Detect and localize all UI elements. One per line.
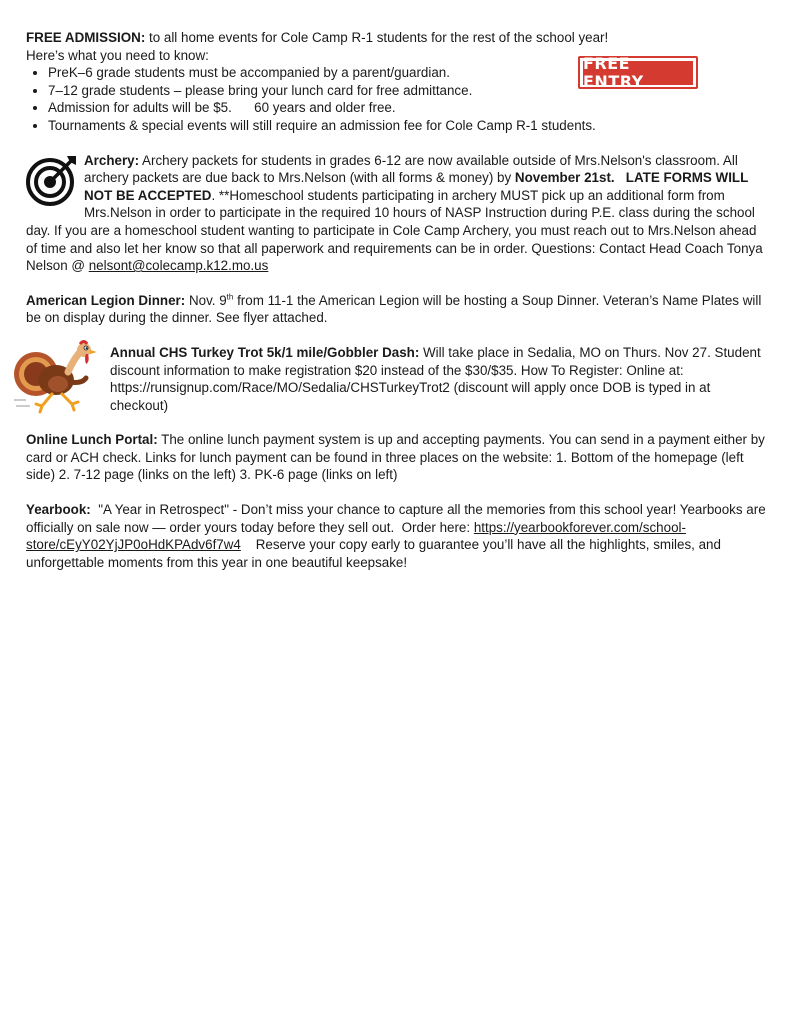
yearbook-order-link[interactable]: https://yearbookforever.com/school-store/cEyY02YjJP0oHdKPAdv6f7w4 [26, 519, 686, 553]
legion-section [26, 292, 768, 327]
admission-section [26, 29, 768, 135]
running-turkey-icon [12, 340, 104, 414]
archery-text: Archery: Archery packets for students in grades 6-12 are now available outside of Mrs.Nelson's classroom. All archery packets are due back to Mrs.Nelson (with all forms & money) by November 21st. LATE FORMS WILL NOT BE ACCEPTED. **Homeschool students participating in archery MUST pick up an additional form from Mrs.Nelson in order to participate in the required 10 hours of NASP Instruction during P.E. class during the school day. If you are a homeschool student wanting to participate in Cole Camp Archery, you must reach out to Mrs.Nelson ahead of time and also let her know so that all paperwork and requirements can be in order. Questions: Contact Head Coach Tonya Nelson @ nelsont@colecamp.k12.mo.us [26, 152, 763, 274]
lunch-portal-heading: Online Lunch Portal: [26, 432, 158, 448]
yearbook-text: Yearbook: "A Year in Retrospect" - Don’t miss your chance to capture all the memories from this school year! Yearbooks are officially on sale now — order yours today before they sell out. Order here: https://yearbookforever.com/school-store/cEyY02YjJP0oHdKPAdv6f7w4 Reserve your copy early to guarantee you’ll have all the highlights, smiles, and unforgettable moments from this year in one beautiful keepsake! [26, 502, 770, 570]
newsletter-page [26, 29, 768, 571]
admission-bullet: • Tournaments & special events will still require an admission fee for Cole Camp R-1 students. [48, 117, 768, 135]
lunch-portal-text: Online Lunch Portal: The online lunch payment system is up and accepting payments. You can send in a payment either by card or ACH check. Links for lunch payment can be found in three places on the website: 1. Bottom of the homepage (left side) 2. 7-12 page (links on the left) 3. PK-6 page (links on left) [26, 432, 765, 483]
archery-target-icon [26, 154, 78, 206]
archery-section [26, 152, 768, 275]
free-entry-badge [578, 53, 698, 91]
legion-text: American Legion Dinner: Nov. 9th from 11-1 the American Legion will be hosting a Soup Dinner. Veteran’s Name Plates will be on display during the dinner. See flyer attached. [26, 292, 762, 326]
legion-heading: American Legion Dinner: [26, 292, 186, 308]
admission-bullet: • Admission for adults will be $5. 60 years and older free. [48, 99, 768, 117]
turkey-trot-text: Annual CHS Turkey Trot 5k/1 mile/Gobbler Dash: Will take place in Sedalia, MO on Thurs. Nov 27. Student discount information to make registration $20 instead of the $30/$35. How To Register: Online at: https://runsignup.com/Race/MO/Sedalia/CHSTurkeyTrot2 (discount will apply once DOB is typed in at checkout) [110, 344, 761, 413]
free-entry-label: FREE ENTRY [583, 61, 693, 85]
admission-subintro: Here’s what you need to know: [26, 47, 209, 63]
admission-bullet: • 7–12 grade students – please bring your lunch card for free admittance. [48, 82, 768, 100]
archery-due-date: November 21st. [514, 170, 615, 186]
admission-intro: FREE ADMISSION: to all home events for Cole Camp R-1 students for the rest of the school year! [26, 30, 609, 45]
archery-late-notice: LATE FORMS WILL NOT BE ACCEPTED [84, 170, 752, 203]
admission-heading: FREE ADMISSION: [26, 30, 146, 45]
lunch-portal-section [26, 431, 768, 484]
turkey-trot-section [26, 344, 768, 414]
yearbook-section [26, 501, 768, 571]
archery-email-link[interactable]: nelsont@colecamp.k12.mo.us [88, 258, 269, 274]
yearbook-heading: Yearbook: [26, 502, 91, 518]
archery-heading: Archery: [84, 152, 140, 168]
turkey-trot-heading: Annual CHS Turkey Trot 5k/1 mile/Gobbler Dash: [110, 344, 420, 360]
admission-bullet: • PreK–6 grade students must be accompanied by a parent/guardian. [48, 64, 768, 82]
